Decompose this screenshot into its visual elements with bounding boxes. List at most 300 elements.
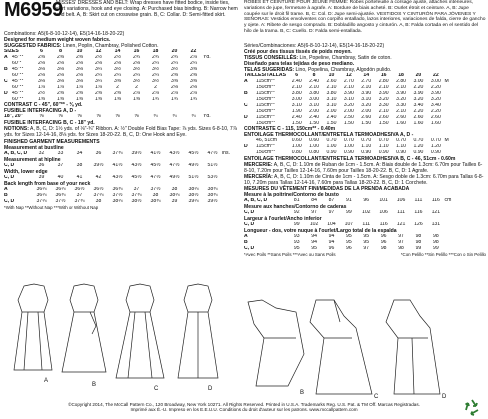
table-cell: 2⅛	[132, 60, 141, 66]
entoilage-ad-table	[244, 138, 486, 156]
table-cell: 1.50	[343, 120, 354, 126]
table-cell: 2.10	[309, 84, 320, 90]
table-cell: 1⅞	[37, 84, 46, 90]
copyright-line-2: Imprimé aux É.-U. Impreso en los E.E.U.U. Conditions du droit d'auteur sur les patrons. www.mccallpattern.com	[130, 407, 358, 413]
row-width-label: 115cm**	[256, 114, 275, 120]
table-cell: 43½	[169, 151, 180, 157]
table-cell: 38½	[188, 193, 199, 199]
telas-text: Lino, Popelina, Chambray, Algodón pulido.	[295, 67, 392, 73]
table-cell: 121	[431, 210, 441, 216]
row-unit	[445, 222, 457, 228]
table-cell: 0.90	[396, 150, 406, 156]
table-cell: 37	[76, 193, 83, 199]
table-cell: 37¾	[131, 193, 142, 199]
table-cell: 3⅛	[37, 78, 46, 84]
table-cell: 2.20	[413, 108, 424, 114]
table-cell: 39	[38, 175, 45, 181]
table-cell: 2.10	[378, 108, 389, 114]
row-view-label: D	[244, 144, 248, 150]
table-cell: 94	[311, 240, 317, 245]
bust-label: Measurement at bustline	[4, 145, 64, 152]
combinations: Combinations: A5(6-8-10-12-14), E5(14-16-18-20-22)	[4, 31, 125, 37]
row-unit	[222, 175, 234, 181]
table-cell: 45½	[131, 175, 142, 181]
table-cell: 47½	[207, 151, 218, 157]
table-cell: 2.10	[378, 84, 389, 90]
table-cell: ¾	[153, 114, 158, 120]
table-cell: 3.80	[309, 90, 320, 96]
table-cell: 36½	[74, 187, 85, 193]
size-header: 6	[295, 73, 299, 78]
table-cell: 3.20	[396, 96, 406, 102]
row-width-label: 115cm**	[256, 78, 275, 84]
row-width-label: 45"**	[12, 90, 24, 96]
table-cell: 2.40	[309, 78, 320, 84]
table-cell: 2.60	[396, 114, 406, 120]
table-cell: 2.40	[291, 78, 302, 84]
mercerie-label: MERCERIE:	[244, 162, 273, 169]
table-cell: 41	[76, 175, 83, 181]
table-cell: 38¾	[150, 199, 161, 205]
table-cell: 2½	[37, 90, 46, 96]
table-cell: 43½	[131, 163, 142, 169]
table-cell: 45½	[150, 163, 161, 169]
table-cell: 0.90	[326, 150, 337, 156]
table-cell: 94	[311, 234, 317, 240]
table-cell: 2¾	[170, 54, 179, 60]
table-cell: 0.90	[343, 150, 354, 156]
table-cell: 95	[311, 245, 317, 251]
table-cell: 2⅞	[189, 90, 198, 96]
table-cell: 2¼	[132, 72, 141, 78]
table-cell: 3.40	[430, 102, 441, 108]
table-cell: 3⅛	[37, 66, 46, 72]
table-cell: 3.20	[378, 96, 389, 102]
table-cell: 36¾	[112, 187, 123, 193]
row-view-label: C, D	[244, 245, 255, 251]
row-width-label: 150cm**	[256, 96, 276, 102]
copyright-footer	[0, 402, 488, 413]
notions-label: NOTIONS:	[4, 126, 29, 133]
back-view-sketches-left	[4, 282, 240, 400]
table-cell: 2.10	[343, 84, 354, 90]
size-header: 8	[59, 49, 62, 54]
table-cell: 2⅛	[37, 60, 46, 66]
table-cell: 3.90	[413, 90, 424, 96]
table-cell: 95	[346, 234, 352, 240]
view-d-flat-sketch	[386, 300, 440, 394]
table-cell: 107	[344, 222, 354, 228]
entoilage-ad-label: ENTOILAGE THERMOCOLLANT/ENTRETELA TERMOADHESIVA A, D -	[244, 132, 414, 139]
table-cell: 0.70	[378, 138, 389, 144]
size-header: 18	[398, 73, 404, 78]
table-cell: ⅝	[96, 114, 101, 120]
table-cell: 1.20	[430, 144, 441, 150]
copyright-line-1: ©Copyright 2014, The McCall Pattern Co., 120 Broadway, New York 10271. All Rights Reserved. Printed in U.S.A. Trademarks Reg. U.S. Pat. & TM Off. Marcas Registradas.	[68, 402, 420, 407]
table-cell: 2½	[94, 54, 103, 60]
row-view-label: A, B, C, D	[4, 151, 28, 157]
table-cell: 1¾	[189, 96, 198, 102]
table-cell: 38	[152, 193, 159, 199]
row-view-label: C, D	[244, 210, 255, 216]
table-cell: 38½	[131, 199, 142, 205]
table-cell: 3.00	[309, 96, 320, 102]
table-cell: 99	[293, 222, 300, 228]
fr-nap-note: *Avec Poils **Sans Poils ***Avec ou Sans Poils	[244, 251, 336, 257]
row-unit: Yd.	[203, 54, 211, 60]
table-cell: 95	[363, 240, 370, 245]
table-cell: 37	[133, 187, 140, 193]
row-unit: Yd.	[203, 114, 211, 120]
row-view-label: D	[4, 90, 8, 96]
fusible-bc-line: FUSIBLE INTERFACING B, C - 18" yd.	[4, 120, 95, 127]
table-cell: 2¼	[170, 60, 179, 66]
row-unit: cm	[444, 198, 452, 204]
table-cell: 3⅛	[56, 66, 65, 72]
table-cell: 3.90	[361, 90, 372, 96]
table-cell: 2⅜	[189, 72, 198, 78]
fusible-ad-label: FUSIBLE INTERFACING A, D -	[4, 108, 77, 115]
table-cell: 36¼	[36, 193, 47, 199]
table-cell: 2⅞	[151, 90, 160, 96]
row-view-label: A	[244, 234, 248, 240]
table-cell: 3.10	[326, 102, 337, 108]
table-cell: 3.20	[430, 96, 441, 102]
view-label-c: C	[154, 386, 159, 392]
table-cell: 2.20	[413, 84, 424, 90]
table-cell: 47½	[150, 175, 161, 181]
row-width-label: 150cm**	[256, 108, 276, 114]
table-cell: ⅝	[115, 114, 120, 120]
table-cell: 2.70	[361, 78, 372, 84]
table-cell: 3.10	[361, 96, 372, 102]
table-cell: 1⅝	[113, 96, 122, 102]
table-cell: 3.10	[291, 102, 302, 108]
table-cell: 92	[293, 210, 300, 216]
back-length-label: Back length from base of your neck	[4, 181, 91, 188]
table-cell: 96	[380, 240, 387, 245]
row-view-label: A, B, C, D	[244, 198, 268, 204]
table-cell: 3.10	[343, 96, 354, 102]
table-cell: 47½	[169, 163, 180, 169]
table-cell: 2⅛	[113, 60, 122, 66]
row-view-label: C	[4, 78, 8, 84]
table-cell: 2.50	[343, 114, 354, 120]
row-view-label: C, D	[244, 222, 255, 228]
row-view-label: A	[4, 54, 8, 60]
view-label-a: A	[44, 378, 49, 384]
table-cell: 3½	[151, 78, 160, 84]
table-cell: 116	[379, 222, 388, 228]
table-cell: 37	[57, 163, 64, 169]
size-header: 20	[415, 73, 422, 78]
size-header: 10	[76, 49, 83, 54]
table-cell: 91	[346, 198, 352, 204]
view-label-d: D	[208, 386, 213, 392]
table-cell: 37½	[112, 193, 123, 199]
tissus-text: Lin, Popeline, Chambray, Satin de coton.	[299, 55, 392, 61]
table-cell: ⅝	[77, 114, 82, 120]
table-cell: 0.90	[378, 150, 389, 156]
table-cell: 106	[379, 210, 388, 216]
size-header: 22	[190, 49, 197, 54]
row-view-label: B	[244, 90, 248, 96]
largeur-label: Largeur à l'ourlet/Ancho inferior	[244, 216, 322, 223]
table-cell: 1⅞	[56, 84, 65, 90]
row-view-label: C, D	[4, 163, 15, 169]
suggested-fabrics-text: Linen, Poplin, Chambray, Polished Cotton.	[62, 43, 159, 49]
table-cell: 3.20	[343, 102, 354, 108]
row-width-label: 115cm**	[256, 144, 275, 150]
table-cell: 96	[363, 198, 370, 204]
row-view-label: D	[244, 114, 248, 120]
table-cell: 2.60	[326, 78, 337, 84]
table-cell: 2.00	[309, 108, 320, 114]
table-cell: 97	[363, 245, 370, 251]
fr-view-label-d: D	[442, 394, 447, 400]
table-cell: 0.70	[396, 138, 406, 144]
contrast-line: CONTRAST C - 45", 60"** - ⅜ yd.	[4, 102, 83, 109]
table-cell: 102	[362, 210, 371, 216]
table-cell: 3.90	[396, 90, 406, 96]
table-cell: 102	[309, 222, 319, 228]
view-label-b: B	[92, 382, 97, 388]
table-cell: 1.00	[343, 144, 354, 150]
table-cell: 3½	[132, 66, 141, 72]
size-header: 18	[152, 49, 159, 54]
table-cell: 3½	[113, 66, 122, 72]
table-cell: 101	[379, 198, 388, 204]
row-width-label: 45"**	[12, 54, 24, 60]
row-width-label: 60"*	[12, 60, 22, 66]
pattern-number: M6959	[4, 0, 63, 21]
row-width-label: 45"**	[12, 78, 24, 84]
table-cell: 3⅝	[189, 66, 198, 72]
table-cell: 116	[414, 210, 423, 216]
table-cell: 43½	[112, 175, 123, 181]
table-cell: 34	[76, 151, 83, 157]
table-cell: 2	[135, 84, 138, 90]
table-cell: 2¼	[189, 60, 198, 66]
table-cell: 33	[57, 151, 64, 157]
table-cell: 42	[95, 175, 102, 181]
table-cell: 3.90	[343, 90, 354, 96]
table-cell: 116	[431, 198, 440, 204]
table-cell: 1.10	[361, 144, 372, 150]
table-cell: 2⅝	[56, 90, 65, 96]
table-cell: 2	[154, 84, 157, 90]
table-cell: 49½	[188, 163, 199, 169]
table-cell: 38¼	[188, 187, 199, 193]
table-cell: 38¾	[207, 187, 218, 193]
table-cell: 95	[346, 240, 352, 245]
table-cell: 2⅛	[37, 72, 46, 78]
table-cell: 2⅛	[56, 60, 65, 66]
table-cell: 36	[38, 163, 45, 169]
table-cell: 98	[415, 234, 422, 240]
table-cell: 2⅞	[189, 54, 198, 60]
table-cell: 2.60	[430, 114, 441, 120]
view-c-back-sketch	[116, 284, 164, 378]
fr-view-label-c: C	[374, 394, 379, 400]
telas-label: TELAS SUGERIDAS:	[244, 67, 295, 73]
table-cell: 1.60	[396, 120, 406, 126]
mesures-label: MESURES DU VÊTEMENT FINI/MEDIDAS DE LA PRENDA ACABADA	[244, 186, 410, 193]
table-cell: ⅝	[134, 114, 139, 120]
row-width-label: 60"**	[12, 84, 24, 90]
table-cell: 3½	[170, 66, 179, 72]
table-cell: 41½	[112, 163, 123, 169]
table-cell: 2⅛	[189, 84, 198, 90]
table-cell: 2⅜	[170, 72, 179, 78]
table-cell: 2⅛	[56, 72, 65, 78]
table-cell: 3.80	[291, 90, 302, 96]
table-cell: 1.10	[396, 144, 406, 150]
table-cell: 38¼	[169, 193, 180, 199]
tailles-label: TAILLES/TALLAS	[244, 73, 286, 78]
table-cell: 2.10	[396, 84, 406, 90]
table-cell: 1⅝	[132, 96, 141, 102]
table-cell: 2.10	[326, 84, 337, 90]
table-cell: 37¼	[36, 199, 47, 205]
table-cell: 1¾	[170, 96, 179, 102]
poitrine-label: Mesure à la poitrine/Contorno de busto	[244, 192, 339, 199]
table-cell: ¾	[191, 114, 196, 120]
table-cell: 2⅛	[75, 60, 84, 66]
back-length-table	[4, 187, 240, 205]
finished-measurements-label: FINISHED GARMENT MEASUREMENTS	[4, 139, 100, 146]
table-cell: 1⅝	[94, 96, 103, 102]
table-cell: 0.60	[291, 138, 302, 144]
table-cell: 36¼	[36, 187, 47, 193]
table-cell: 97	[398, 234, 404, 240]
table-cell: 97	[398, 240, 404, 245]
table-cell: 45½	[188, 151, 199, 157]
row-width-label: 150cm**	[256, 150, 276, 156]
hip-label: Measurement at hipline	[4, 157, 61, 164]
table-cell: 1.10	[378, 144, 389, 150]
row-unit	[203, 97, 215, 103]
table-cell: 38	[95, 199, 102, 205]
notions-text: A, B, C, D: 1½ yds. of ⅛"-¾" Ribbon. A: ½" Double Fold Bias Tape: ⅞ yds. Sizes 6-8-10, 7⅞ yds. for Sizes 12-14-16, 8⅛ yds. for Sizes 18-20-22. B, C, D: One Hook and Eye.	[4, 126, 237, 139]
table-cell: 3⅛	[56, 78, 65, 84]
table-cell: 111	[362, 222, 371, 228]
table-cell: 0.70	[413, 138, 424, 144]
table-cell: 2¼	[151, 60, 160, 66]
table-cell: 2⅜	[37, 54, 46, 60]
table-cell: 3.00	[291, 96, 302, 102]
table-cell: 97	[311, 210, 317, 216]
table-cell: 2.60	[413, 114, 424, 120]
table-cell: 36¼	[55, 187, 66, 193]
fr-combinations: Séries/Combinaciones: A5(6-8-10-12-14), E5(14-16-18-20-22)	[244, 43, 385, 49]
table-cell: 3.10	[309, 102, 320, 108]
table-cell: 1.50	[361, 120, 372, 126]
table-cell: 97	[328, 210, 335, 216]
tissus-label: TISSUS CONSEILLÉS:	[244, 55, 299, 61]
view-c-flat-sketch	[310, 300, 372, 394]
table-cell: 3½	[132, 78, 141, 84]
row-unit	[445, 121, 457, 127]
size-header: 12	[95, 49, 102, 54]
table-cell: 36¾	[55, 193, 66, 199]
table-cell: 37¾	[74, 199, 85, 205]
table-cell: 38¼	[112, 199, 123, 205]
row-unit: ins.	[222, 151, 230, 157]
english-fabric-section	[4, 31, 240, 211]
table-cell: 2.00	[343, 108, 354, 114]
entoilage-bc-line: ENTOILAGE THERMOCOLLANT/ENTRETELA TERMOADHESIVA B, C - 46, 51cm - 0.60m	[244, 156, 456, 163]
size-header: 6	[40, 49, 43, 54]
row-view-label: A	[244, 78, 248, 84]
es-nap-note: *Con Pelillo **Sin Pelillo ***Con o Sin Pelillo	[400, 251, 486, 257]
table-cell: 2⅝	[113, 90, 122, 96]
table-cell: 121	[396, 222, 406, 228]
size-header: 12	[346, 73, 352, 78]
width-label: Width, lower edge	[4, 169, 48, 176]
view-a-back-sketch	[14, 284, 52, 370]
table-cell: 3.20	[361, 102, 372, 108]
view-b-flat-sketch	[248, 300, 304, 386]
table-cell: 0.80	[291, 150, 302, 156]
row-unit	[222, 199, 234, 205]
table-cell: 39	[171, 199, 178, 205]
row-width-label: 115cm**	[256, 90, 275, 96]
table-cell: 3.20	[413, 96, 424, 102]
table-cell: 38	[171, 187, 178, 193]
row-view-label: C, D	[4, 199, 15, 205]
table-cell: 2⅛	[170, 84, 179, 90]
fr-view-label-b: B	[300, 390, 305, 396]
table-cell: 2.60	[361, 114, 372, 120]
table-cell: 1.00	[326, 144, 337, 150]
table-cell: 3.30	[396, 102, 406, 108]
table-cell: 3.40	[413, 102, 424, 108]
table-cell: 98	[415, 240, 422, 245]
table-cell: 3.90	[430, 90, 441, 96]
table-cell: 93	[293, 234, 300, 240]
table-cell: 37¼	[93, 193, 104, 199]
sizes-label: SIZES	[4, 49, 19, 54]
size-header: 10	[328, 73, 335, 78]
table-cell: ⅝	[39, 114, 44, 120]
table-cell: 2.60	[378, 114, 389, 120]
size-header: 20	[171, 49, 178, 54]
table-cell: 106	[396, 198, 406, 204]
cree-pour: Créé pour des tissus tissés de poids moyen.	[244, 49, 352, 55]
size-header: 16	[380, 73, 387, 78]
table-cell: 3.90	[378, 90, 389, 96]
mercerie-text: A, B, C, D: 1.10m de Ruban de 1cm - 1.5cm. A: Biais double de 1.3cm: 6.70m pour Tailles 6-8-10, 7.20m pour Tailles 12-14-16, 7.60m pour Tailles 18-20-22. B, C, D: 1 Agrafe.	[244, 162, 483, 175]
size-header: 22	[432, 73, 439, 78]
recycle-icon	[462, 397, 482, 417]
english-description: MISSES' DRESSES AND BELT: Wrap dresses have fitted bodice, inside ties, skirt variations, hook and eye closing. A: Purchased bias binding. B: Narrow hem and belt. A, B: Skirt cut on crosswise grain. B, C: Collar. D: Semi-fitted skirt.	[56, 0, 238, 19]
table-cell: 53½	[207, 175, 218, 181]
table-cell: 0.70	[361, 138, 372, 144]
table-cell: 2.10	[291, 84, 302, 90]
row-view-label: B	[4, 66, 8, 72]
table-cell: 51½	[207, 163, 218, 169]
table-cell: 2.00	[326, 108, 337, 114]
table-cell: 104	[327, 222, 336, 228]
table-cell: 2.00	[361, 108, 372, 114]
table-cell: 41½	[150, 151, 161, 157]
table-cell: 99	[415, 245, 422, 251]
table-cell: 94	[328, 240, 335, 245]
row-width-label: 60"**	[12, 96, 24, 102]
row-width-label: 150cm**	[256, 84, 276, 90]
disenado-para: Diseñado para telas tejidas de peso mediano.	[244, 61, 355, 67]
